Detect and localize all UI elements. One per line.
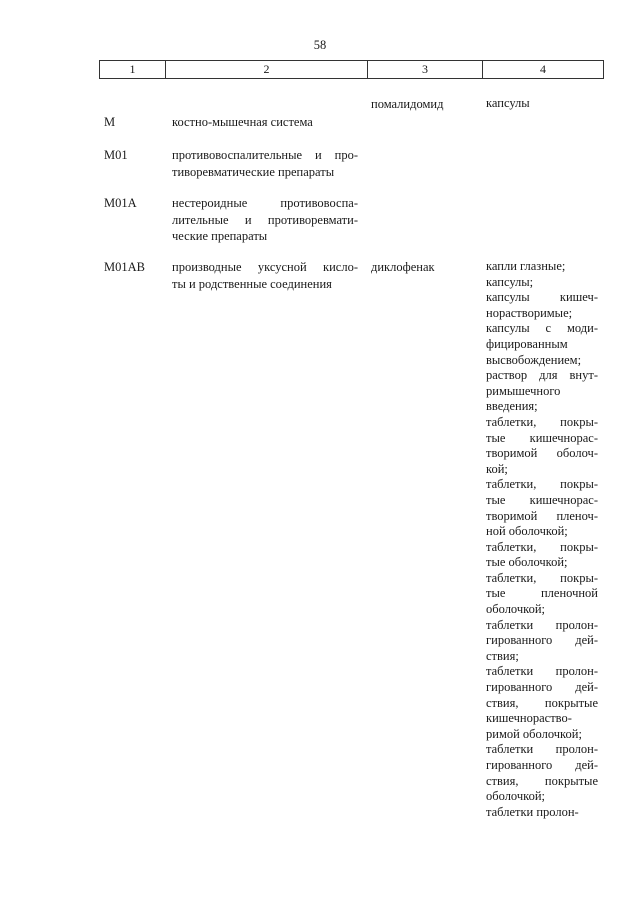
dosage-form-line: тые кишечнорас-: [486, 430, 598, 445]
atc-code: M01: [104, 148, 128, 162]
dosage-form-line: капсулы;: [486, 274, 534, 289]
header-col-3: 3: [367, 61, 482, 78]
dosage-form-line: творимой пленоч-: [486, 508, 598, 523]
atc-description: [172, 147, 358, 180]
dosage-form-line: ствия, покрытые: [486, 695, 598, 710]
dosage-form-line: тые пленочной: [486, 586, 598, 601]
dosage-form-line: таблетки, покры-: [486, 477, 598, 492]
atc-code: M01AB: [104, 260, 145, 274]
dosage-form-line: таблетки пролон-: [486, 804, 579, 819]
atc-description: [172, 195, 358, 245]
dosage-form-line: капли глазные;: [486, 259, 566, 273]
inn-name: помалидомид: [371, 97, 444, 111]
dosage-forms: [486, 259, 598, 820]
dosage-form-line: раствор для внут-: [486, 368, 598, 383]
dosage-form-line: оболочкой;: [486, 789, 545, 804]
dosage-form-line: гированного дей-: [486, 758, 598, 772]
atc-code: M: [104, 115, 116, 129]
page-number: 58: [313, 38, 327, 52]
dosage-form-line: кой;: [486, 461, 508, 476]
description-line: костно-мышечная система: [172, 115, 313, 129]
description-line: противовоспалительные и про-: [172, 148, 358, 162]
header-col-1: 1: [99, 61, 165, 78]
dosage-form-line: гированного дей-: [486, 680, 598, 695]
dosage-form-line: кишечнораство-: [486, 711, 572, 726]
description-line: тиворевматические препараты: [172, 164, 335, 179]
dosage-form-line: фицированным: [486, 336, 568, 351]
atc-description: [172, 259, 358, 292]
dosage-form-line: норастворимые;: [486, 305, 573, 320]
dosage-form-line: римой оболочкой;: [486, 726, 582, 741]
dosage-form-line: капсулы кишеч-: [486, 290, 598, 305]
description-line: ты и родственные соединения: [172, 276, 332, 291]
dosage-form-line: тые оболочкой;: [486, 555, 568, 570]
dosage-forms: капсулы: [486, 96, 530, 110]
dosage-form-line: тые кишечнорас-: [486, 492, 598, 507]
inn-name: диклофенак: [371, 260, 435, 274]
dosage-form-line: таблетки, покры-: [486, 570, 598, 585]
dosage-form-line: римышечного: [486, 383, 561, 398]
dosage-form-line: творимой оболоч-: [486, 446, 598, 461]
header-col-4: 4: [482, 61, 604, 78]
dosage-form-line: таблетки пролон-: [486, 617, 598, 632]
table-header-row: [99, 60, 604, 79]
dosage-form-line: таблетки пролон-: [486, 742, 598, 757]
dosage-form-line: ствия;: [486, 648, 519, 663]
dosage-form-line: таблетки, покры-: [486, 414, 598, 429]
dosage-form-line: ной оболочкой;: [486, 524, 568, 539]
header-col-2: 2: [165, 61, 367, 78]
atc-code: M01A: [104, 196, 137, 210]
dosage-form-line: капсулы с моди-: [486, 321, 598, 336]
dosage-form-line: гированного дей-: [486, 633, 598, 648]
dosage-form-line: оболочкой;: [486, 602, 545, 617]
dosage-form-line: таблетки пролон-: [486, 664, 598, 679]
dosage-form-line: высвобождением;: [486, 352, 582, 367]
description-line: лительные и противоревмати-: [172, 212, 358, 227]
description-line: ческие препараты: [172, 229, 268, 243]
dosage-form-line: таблетки, покры-: [486, 539, 598, 554]
description-line: производные уксусной кисло-: [172, 260, 358, 274]
atc-description: [172, 114, 358, 131]
description-line: нестероидные противовоспа-: [172, 196, 358, 210]
dosage-form-line: введения;: [486, 399, 538, 414]
dosage-form-line: ствия, покрытые: [486, 773, 598, 788]
